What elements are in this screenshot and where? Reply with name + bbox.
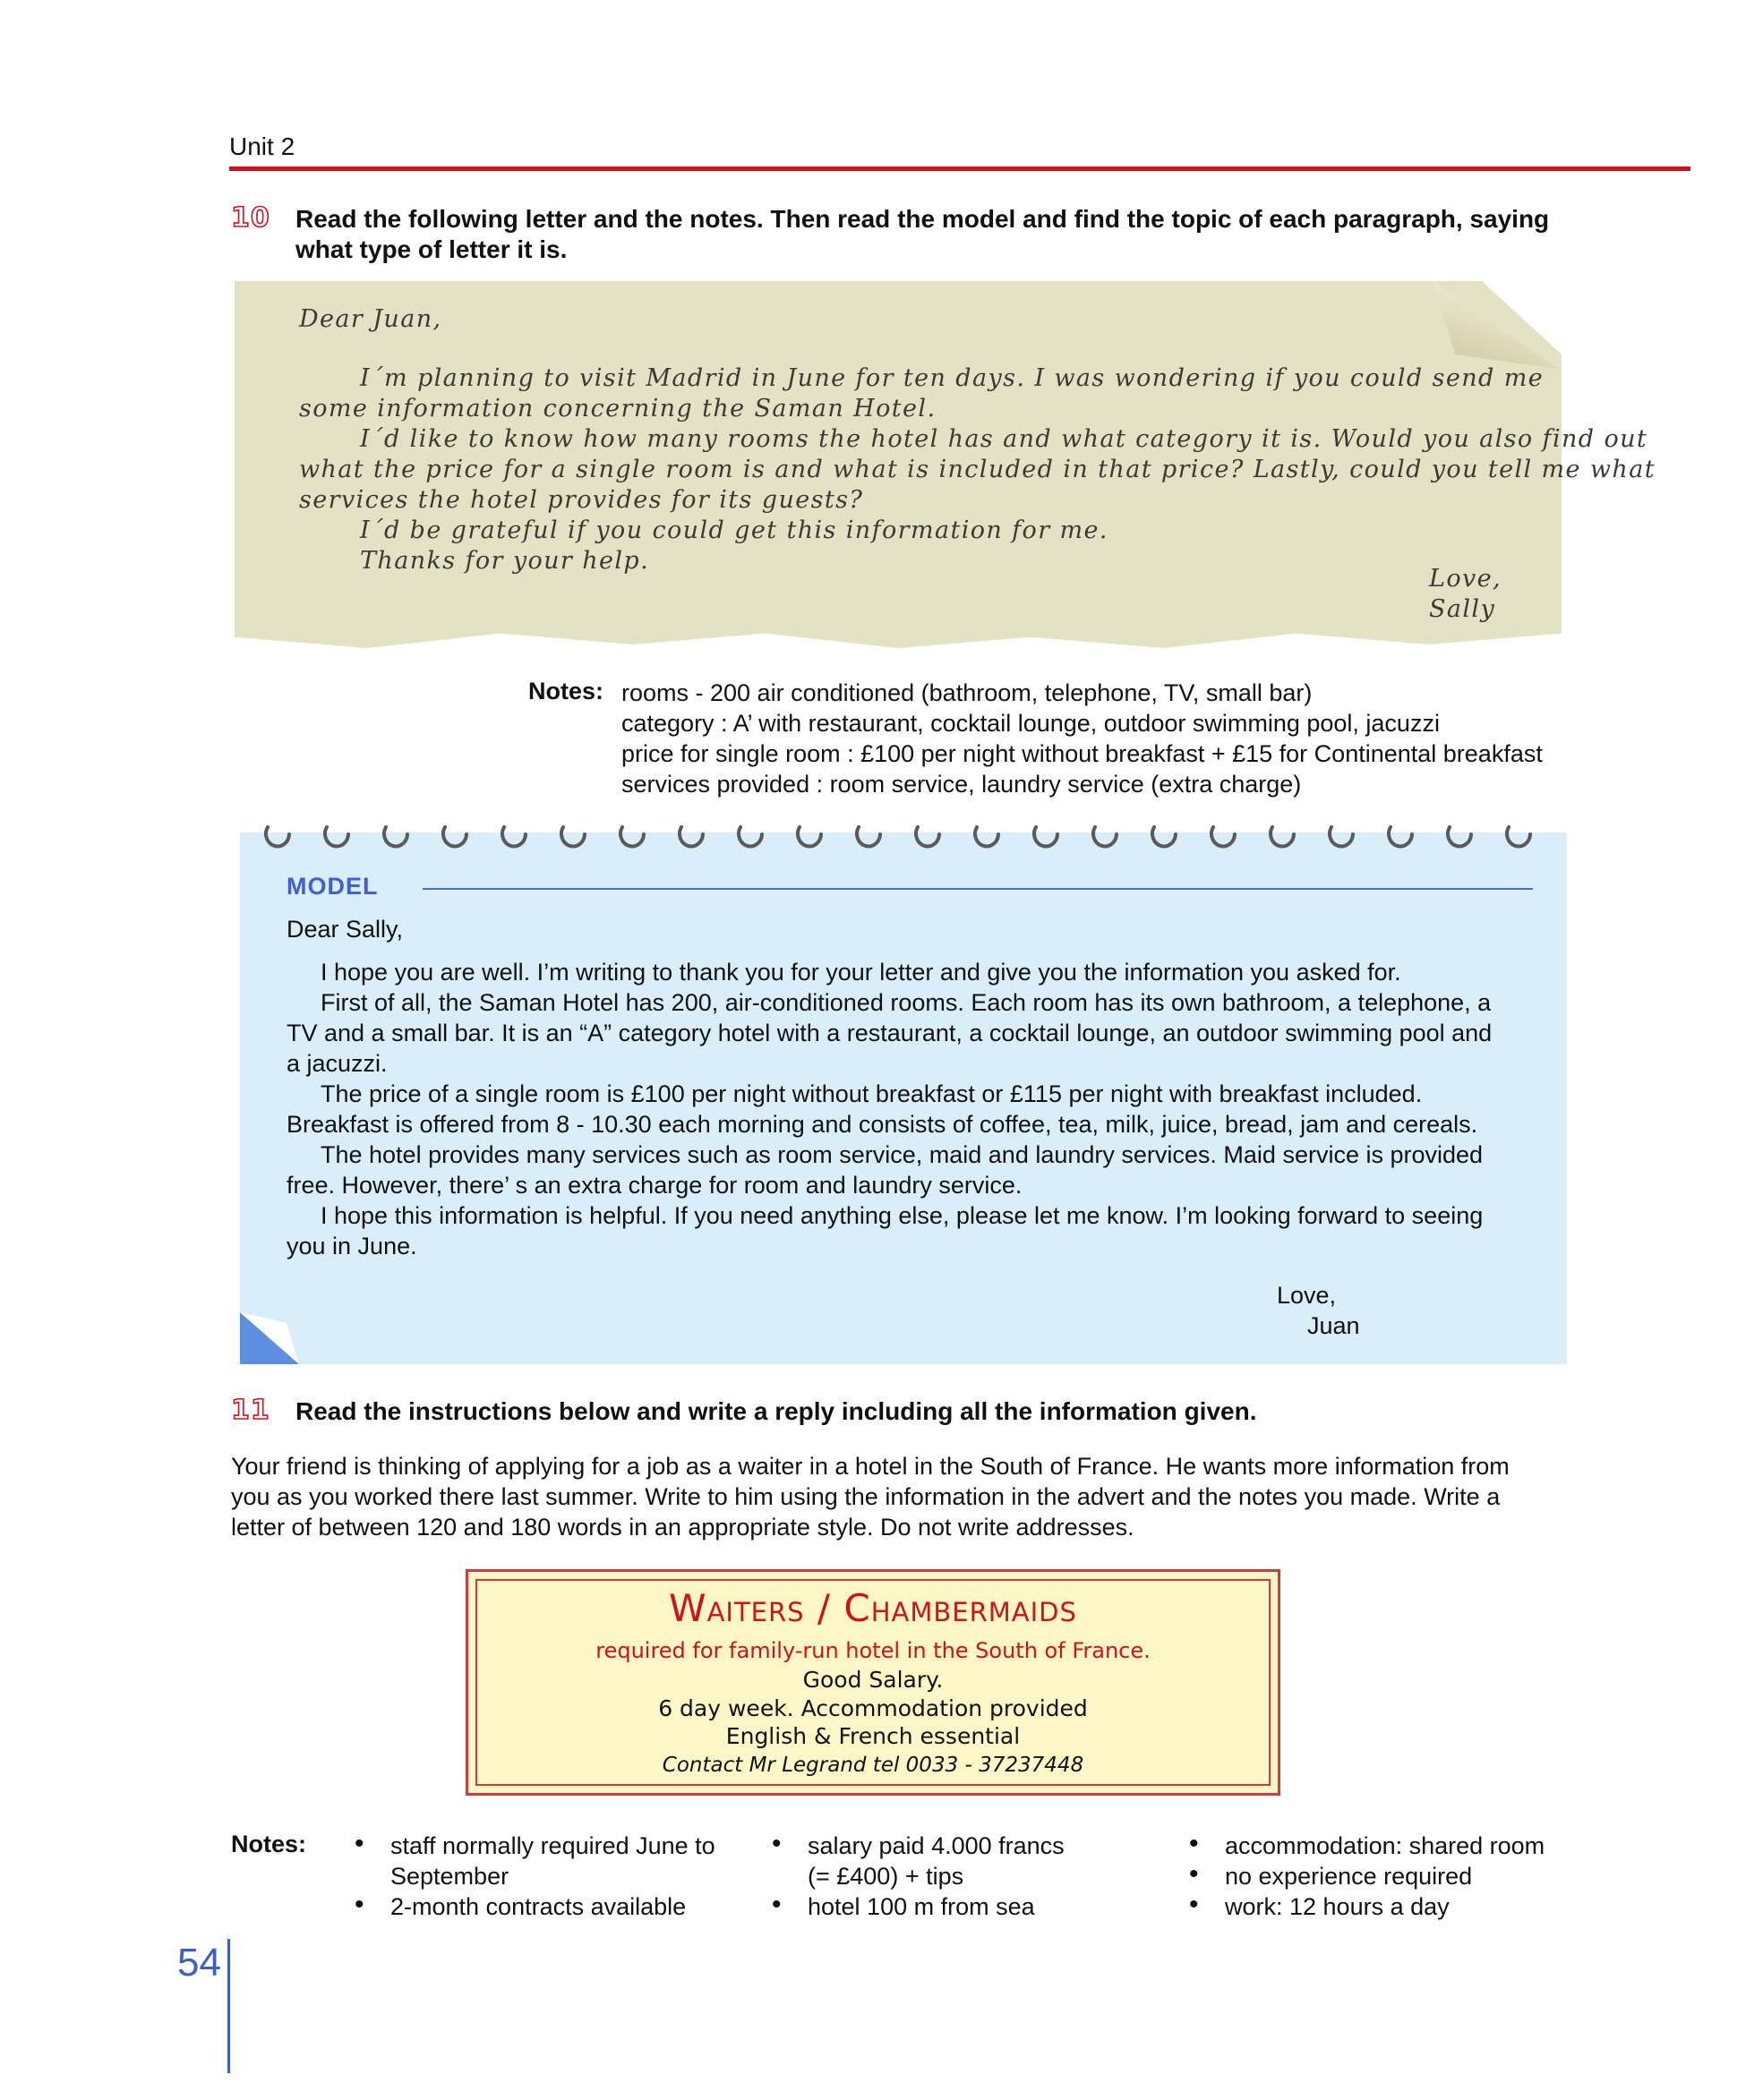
note-item: (= £400) + tips: [808, 1863, 964, 1890]
model-line: I hope this information is helpful. If you need anything else, please let me know. I’m looking forward to seeing: [321, 1202, 1484, 1229]
bullet-icon: •: [355, 1829, 364, 1858]
advert-title: Waiters / Chambermaids: [669, 1586, 1077, 1630]
spiral-ring-icon: [916, 827, 939, 846]
advert-contact: Contact Mr Legrand tel 0033 - 37237448: [662, 1754, 1084, 1777]
model-line: I hope you are well. I’m writing to thank you for your letter and give you the information you asked for.: [321, 959, 1401, 986]
notes-line: category : A’ with restaurant, cocktail lounge, outdoor swimming pool, jacuzzi: [621, 710, 1440, 737]
task-line: you as you worked there last summer. Write to him using the information in the advert and the notes you made. Write a: [231, 1483, 1501, 1510]
advert-subtitle: required for family-run hotel in the South of France.: [595, 1638, 1151, 1663]
spiral-ring-icon: [1389, 827, 1412, 846]
letter-line: some information concerning the Saman Hotel.: [299, 395, 937, 423]
bullet-icon: •: [772, 1890, 782, 1919]
spiral-ring-icon: [1271, 827, 1294, 846]
notes-line: services provided : room service, laundry service (extra charge): [621, 771, 1302, 798]
bullet-icon: •: [355, 1890, 364, 1919]
model-line: Breakfast is offered from 8 - 10.30 each morning and consists of coffee, tea, milk, juice, bread, jam and cereals.: [287, 1111, 1478, 1138]
spiral-ring-icon: [975, 827, 998, 846]
bullet-icon: •: [1189, 1859, 1199, 1889]
letter-line: Thanks for your help.: [360, 547, 650, 575]
model-line: a jacuzzi.: [287, 1050, 388, 1077]
letter-greeting: Dear Juan,: [299, 305, 442, 333]
page-number-bar: [227, 1939, 230, 2073]
task-line: Your friend is thinking of applying for a job as a waiter in a hotel in the South of France. He wants more information from: [231, 1453, 1510, 1480]
model-line: First of all, the Saman Hotel has 200, air-conditioned rooms. Each room has its own bathroom, a telephone, a: [321, 989, 1492, 1016]
letter-line: what the price for a single room is and what is included in that price? Lastly, could you tell me what: [299, 456, 1656, 483]
model-line: TV and a small bar. It is an “A” category hotel with a restaurant, a cocktail lounge, an outdoor swimming pool and: [287, 1020, 1493, 1046]
note-item: hotel 100 m from sea: [808, 1893, 1035, 1920]
spiral-ring-icon: [1448, 827, 1471, 846]
letter-closing: Love,: [1429, 565, 1502, 593]
exercise-10-instruction-line-2: what type of letter it is.: [295, 235, 568, 263]
spiral-ring-icon: [857, 827, 880, 846]
letter-signature: Sally: [1429, 595, 1496, 623]
note-item: salary paid 4.000 francs: [808, 1832, 1065, 1859]
spiral-binding: [260, 820, 1549, 861]
letter-line: services the hotel provides for its guests?: [299, 486, 864, 514]
advert-line: Good Salary.: [802, 1667, 944, 1693]
note-item: accommodation: shared room: [1225, 1832, 1545, 1859]
note-item: staff normally required June to: [390, 1832, 715, 1859]
spiral-ring-icon: [561, 827, 585, 846]
letter-line: I´d be grateful if you could get this information for me.: [360, 516, 1108, 544]
model-rule: [423, 888, 1533, 890]
spiral-ring-icon: [798, 827, 821, 846]
model-line: you in June.: [287, 1233, 417, 1259]
spiral-ring-icon: [1330, 827, 1353, 846]
page-number: 54: [177, 1941, 221, 1985]
model-line: free. However, there’ s an extra charge for room and laundry service.: [287, 1172, 1023, 1199]
model-line: The hotel provides many services such as room service, maid and laundry services. Maid service is provided: [321, 1141, 1484, 1168]
bullet-icon: •: [1189, 1829, 1199, 1858]
page-fold-corner: [240, 1312, 299, 1364]
notes-line: price for single room : £100 per night without breakfast + £15 for Continental breakfast: [621, 740, 1543, 767]
spiral-ring-icon: [502, 827, 526, 846]
spiral-ring-icon: [1152, 827, 1176, 846]
model-greeting: Dear Sally,: [287, 916, 404, 943]
model-closing: Love,: [1277, 1282, 1337, 1309]
task-line: letter of between 120 and 180 words in an appropriate style. Do not write addresses.: [231, 1514, 1134, 1541]
bullet-icon: •: [772, 1829, 782, 1858]
letter-line: I´m planning to visit Madrid in June for ten days. I was wondering if you could send me: [360, 364, 1545, 392]
advert-line: 6 day week. Accommodation provided: [658, 1695, 1088, 1721]
exercise-11-instruction: Read the instructions below and write a reply including all the information given.: [295, 1397, 1257, 1425]
spiral-ring-icon: [1093, 827, 1117, 846]
note-item: September: [390, 1863, 509, 1890]
exercise-10-instruction-line-1: Read the following letter and the notes. Then read the model and find the topic of each paragraph, saying: [295, 205, 1550, 233]
spiral-ring-icon: [325, 827, 348, 846]
spiral-ring-icon: [1507, 827, 1530, 846]
model-label: MODEL: [287, 873, 379, 900]
spiral-ring-icon: [620, 827, 644, 846]
spiral-ring-icon: [443, 827, 466, 846]
advert-line: English & French essential: [725, 1723, 1021, 1749]
note-item: no experience required: [1225, 1863, 1473, 1890]
spiral-ring-icon: [266, 827, 289, 846]
spiral-ring-icon: [384, 827, 407, 846]
model-line: The price of a single room is £100 per night without breakfast or £115 per night with breakfast included.: [321, 1080, 1423, 1107]
bullet-icon: •: [1189, 1890, 1199, 1919]
notes-line: rooms - 200 air conditioned (bathroom, telephone, TV, small bar): [621, 679, 1313, 706]
exercise-11-number: 11: [231, 1395, 270, 1426]
letter-line: I´d like to know how many rooms the hotel has and what category it is. Would you also find out: [360, 425, 1648, 453]
spiral-ring-icon: [680, 827, 703, 846]
exercise-10-number: 10: [231, 202, 270, 234]
notes-label: Notes:: [231, 1831, 307, 1857]
notes-label: Notes:: [528, 678, 604, 704]
spiral-ring-icon: [1211, 827, 1235, 846]
spiral-ring-icon: [1034, 827, 1057, 846]
note-item: 2-month contracts available: [390, 1893, 687, 1920]
model-signature: Juan: [1307, 1312, 1360, 1339]
note-item: work: 12 hours a day: [1225, 1893, 1450, 1920]
spiral-ring-icon: [739, 827, 762, 846]
unit-label: Unit 2: [229, 132, 295, 160]
header-rule: [229, 166, 1690, 171]
